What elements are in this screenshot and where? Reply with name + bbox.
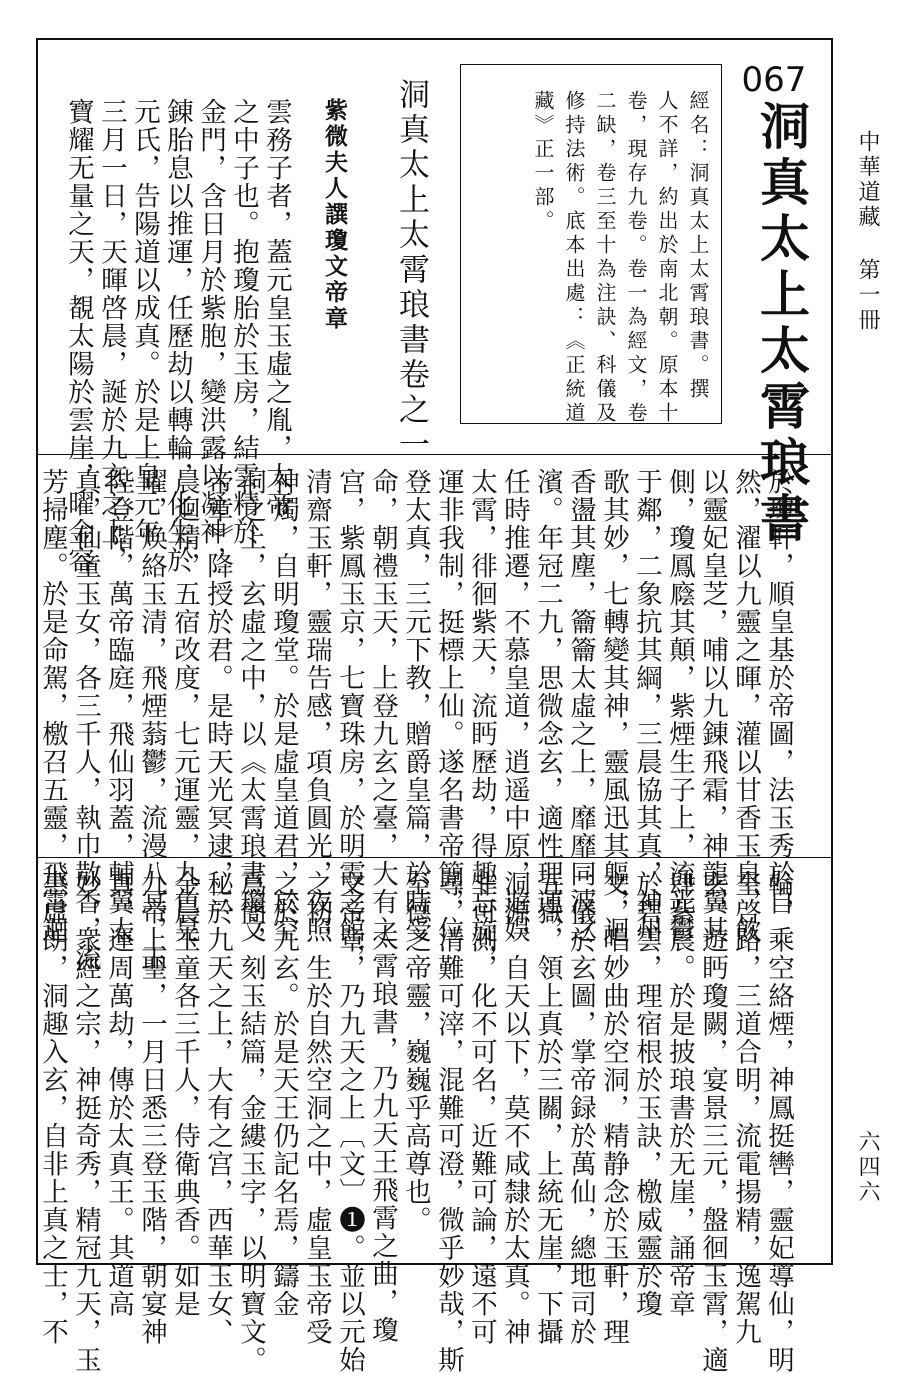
text-column: 運非我制，挺標上仙。遂名書帝簡，位	[433, 468, 464, 944]
text-column: 陛登階，萬帝臨庭，飛仙羽蓋，輔翼太	[103, 468, 134, 944]
text-column: 于鄰，二象抗其綱，三晨協其真，神州	[631, 468, 662, 944]
text-column: 爲簡，刻玉結篇，金縷玉字，以明寶文。	[235, 870, 266, 1374]
text-column: 錬胎息以推運，任歷劫以轉輪，化生於	[162, 98, 193, 574]
text-column: 二儀於玄圖，掌帝録於萬仙，總地司於	[565, 870, 596, 1346]
text-column: 任時推遷，不慕皇道，逍遥中原，遊娱	[499, 468, 530, 944]
text-column: 芳掃塵。於是命駕，檄召五靈，飛霄迴	[37, 468, 68, 944]
text-column: 五嶽，領上真於三關，上統无崖，下攝	[532, 870, 563, 1346]
text-column: 藏》正一部。	[531, 90, 555, 234]
text-column: 登太真，三元下教，贈爵皇篇，於時受	[400, 468, 431, 944]
text-column: 宫，紫鳳玉京，七寶珠房，於明霞之館，	[334, 468, 365, 972]
text-column: 以靈妃皇芝，哺以九錬飛霜，神龍翼其	[697, 468, 728, 944]
text-column: 惠虛朗，洞趣入玄，自非上真之士，不	[37, 870, 68, 1346]
text-column: 真，仙童玉女，各三千人，執巾散香，流	[70, 468, 101, 972]
text-column: 曜，焕絡玉清，飛煙蓊鬱，流漫八冥，玉	[136, 468, 167, 972]
text-column: 真，運周萬劫，傳於太真王。其道高	[103, 870, 134, 1318]
text-column: 輪，乘空絡煙，神鳳挺轡，靈妃導仙，明	[763, 870, 794, 1374]
text-column: 之初，生於自然空洞之中，虛皇玉帝受	[301, 870, 332, 1346]
text-column: 文，唱妙曲於空洞，精静念於玉軒，理	[598, 870, 629, 1346]
text-column: 雲務子者，蓋元皇玉虛之胤，太帝	[261, 98, 292, 518]
page-number: 六四六	[855, 1130, 880, 1205]
text-column: 肆紫晨。於是披琅書於无崖，誦帝章	[664, 870, 695, 1318]
text-column: 尋，清難可滓，混難可澄，微乎妙哉，斯	[433, 870, 464, 1374]
text-column: 清齋玉軒，靈瑞告感，項負圓光，夜照	[301, 468, 332, 944]
text-column: 玄，遊眄瓊闕，宴景三元，盤徊玉霄，適	[697, 870, 728, 1374]
text-column: 於碧雲，理宿根於玉訣，檄威靈於瓊	[631, 870, 662, 1318]
text-column: 之於九玄。於是天王仍記名焉，鑄金	[268, 870, 299, 1318]
text-column: 修持法術。底本出處：《正統道	[562, 90, 586, 426]
text-column: 太霄，徘徊紫天，流眄歷劫，得趣忘旋，	[466, 468, 497, 972]
text-column: 側，瓊鳳廕其顛，紫煙生子上，流光鬱	[664, 468, 695, 944]
text-column: 元氏，告陽道以成真。於是上皇元年	[129, 98, 160, 546]
text-column: 至德之帝靈，巍巍乎高尊也。	[400, 870, 431, 1234]
text-column: 洞之上，玄虛之中，以《太霄琅書瓊文	[235, 468, 266, 944]
text-column: 人不詳，約出於南北朝。原本十	[655, 90, 679, 426]
text-column: 濱。年冠二九，思微念玄，適性理運，	[532, 468, 563, 944]
text-column: 寶耀无量之天，覩太陽於雲崖，曜金容	[63, 98, 94, 574]
text-column: 卷，現存九卷。卷一為經文，卷	[624, 90, 648, 426]
text-column: 妙，衆經之宗，神挺奇秀，精冠九天，玉	[70, 870, 101, 1374]
text-column: 文帝章，乃九天之上〔文〕❶。並以元始	[334, 870, 365, 1374]
text-column: 太霄琅書，乃九天王飛霄之曲，瓊	[367, 924, 398, 1344]
text-column: 然，濯以九靈之暉，灌以甘香玉泉，飲	[730, 468, 761, 944]
text-column: 金晨玉童各三千人，侍衛典香。如是	[169, 870, 200, 1318]
text-column: 洞源，自天以下，莫不咸隸於太真。神	[499, 870, 530, 1346]
text-column: 香盪其塵，籥籥太虛之上，靡靡同波之	[565, 468, 596, 944]
text-column: 之中子也。抱瓊胎於玉房，結雲精於	[228, 98, 259, 546]
text-id: 067	[741, 60, 807, 100]
book-info: 中華道藏 第一冊	[855, 130, 880, 333]
text-title: 洞真太上太霄琅書	[752, 100, 810, 548]
text-column: 皇啓路，三道合明，流電揚精，逸駕九	[730, 870, 761, 1346]
text-column: 三月一日，天暉啓晨，誕於九玄之上，	[96, 98, 127, 574]
text-column: 二缺，卷三至十為注訣、科儀及	[593, 90, 617, 426]
text-column: 經名：洞真太上太霄琅書。撰	[686, 90, 710, 402]
text-column: 金門，含日月於紫胞，變洪露以凝神，	[195, 98, 226, 574]
text-column: 於瓊軒，順皇基於帝圖，法玉秀於自	[763, 468, 794, 916]
author-line: 紫微夫人譔瓊文帝章	[321, 98, 347, 332]
text-column: 九帝上聖，一月日悉三登玉階，朝宴神	[136, 870, 167, 1346]
text-column: 命，朝禮玉天，上登九玄之臺，大有之	[367, 468, 398, 944]
text-column: 秘於九天之上，大有之宫，西華玉女、	[202, 870, 233, 1346]
text-column: 帝章》降授於君。是時天光冥逮，三	[202, 468, 233, 916]
volume-title: 洞真太上太霄琅書卷之一	[393, 78, 429, 463]
text-column: 晨迴精，五宿改度，七元運靈，九色晃	[169, 468, 200, 944]
text-column: 非可測，化不可名，近難可論，遠不可	[466, 870, 497, 1346]
text-column: 神燭，自明瓊堂。於是虛皇道君，於空	[268, 468, 299, 944]
text-column: 歌其妙，七轉變其神，靈風迅其軀，迴	[598, 468, 629, 944]
